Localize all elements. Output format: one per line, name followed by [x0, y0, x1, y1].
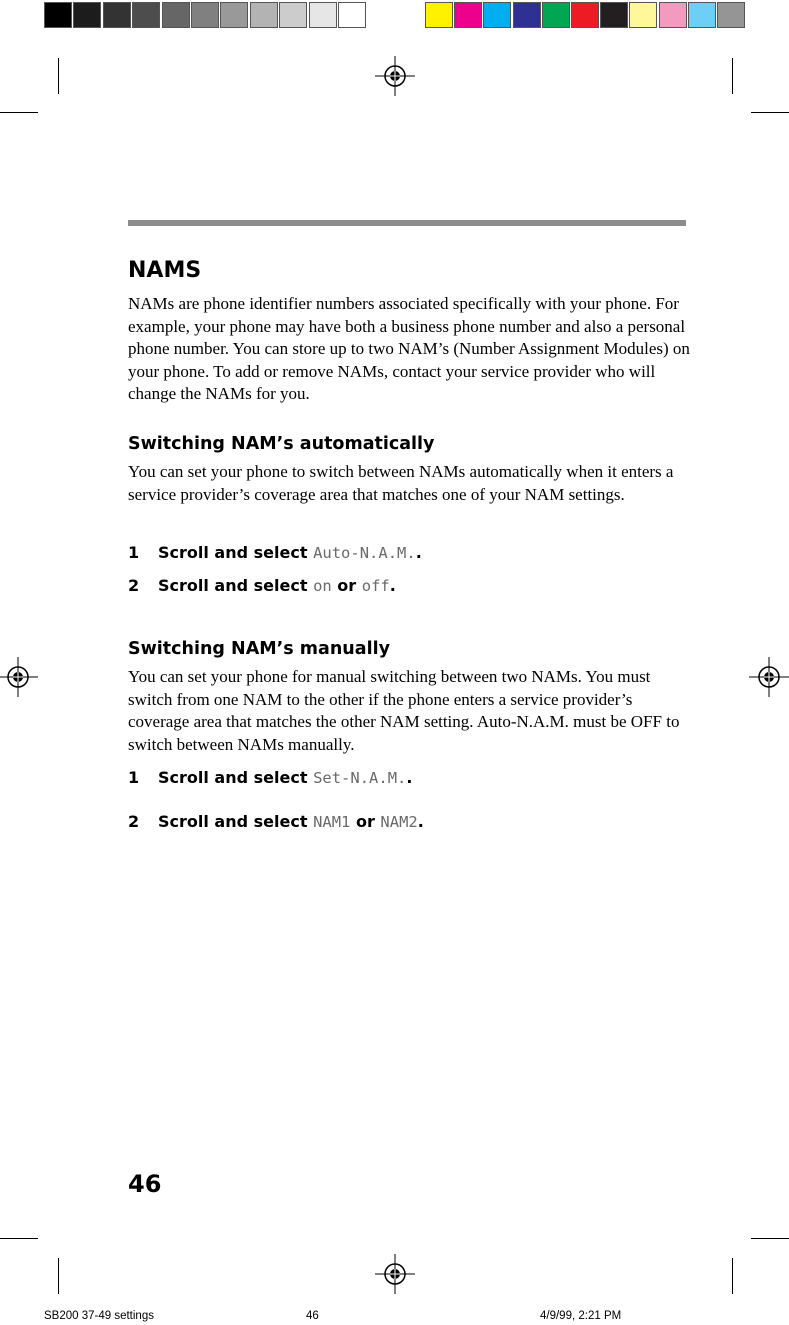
crop-mark: [751, 1238, 789, 1239]
crop-mark: [732, 58, 733, 94]
gray-swatch: [279, 2, 307, 28]
auto-section-title: Switching NAM’s automatically: [128, 434, 435, 454]
gray-swatch: [44, 2, 72, 28]
section-rule: [128, 220, 686, 226]
color-swatch: [629, 2, 657, 28]
color-swatch: [425, 2, 453, 28]
color-swatch: [600, 2, 628, 28]
gray-swatch: [103, 2, 131, 28]
auto-step-2: [128, 576, 396, 595]
gray-swatch: [162, 2, 190, 28]
step-number: 1: [128, 543, 140, 562]
color-swatch: [542, 2, 570, 28]
step-or: or: [331, 576, 362, 595]
registration-mark-icon: [0, 657, 38, 697]
registration-mark-icon: [749, 657, 789, 697]
page-title: NAMS: [128, 258, 202, 283]
gray-swatch: [250, 2, 278, 28]
manual-step-1: [128, 768, 412, 787]
step-end: .: [389, 576, 396, 595]
step-text: Scroll and select: [158, 576, 314, 595]
crop-mark: [0, 1238, 38, 1239]
step-number: 1: [128, 768, 140, 787]
gray-swatch: [309, 2, 337, 28]
step-end: .: [406, 768, 413, 787]
color-swatch: [483, 2, 511, 28]
crop-mark: [751, 112, 789, 113]
manual-step-2: [128, 812, 424, 831]
footer-date: 4/9/99, 2:21 PM: [540, 1310, 622, 1322]
page-number: 46: [128, 1170, 162, 1198]
lcd-option-text: off: [361, 577, 390, 595]
footer-page: 46: [306, 1310, 319, 1322]
intro-paragraph: NAMs are phone identifier numbers associated specifically with your phone. For example, your phone may have both a business phone number and also a personal phone number. You can store up to two NAM’s (Number Assignment Modules) on your phone. To add or remove NAMs, contact your service provider who will change the NAMs for you.: [128, 294, 690, 404]
manual-section-body: You can set your phone for manual switching between two NAMs. You must switch from one NAM to the other if the phone enters a service provider’s coverage area that matches the other NAM setting. Auto-N.A.M. must be OFF to switch between NAMs manually.: [128, 667, 680, 754]
registration-mark-icon: [375, 56, 415, 96]
step-number: 2: [128, 576, 140, 595]
crop-mark: [0, 112, 38, 113]
lcd-menu-text: Auto-N.A.M.: [313, 544, 416, 562]
color-swatch: [513, 2, 541, 28]
gray-swatch: [191, 2, 219, 28]
color-swatch: [454, 2, 482, 28]
color-swatch: [659, 2, 687, 28]
gray-swatch: [132, 2, 160, 28]
color-swatch: [688, 2, 716, 28]
crop-mark: [58, 1258, 59, 1294]
registration-mark-icon: [375, 1254, 415, 1294]
crop-mark: [732, 1258, 733, 1294]
color-swatch: [571, 2, 599, 28]
lcd-option-text: NAM2: [380, 813, 418, 831]
lcd-option-text: on: [313, 577, 332, 595]
color-swatch: [717, 2, 745, 28]
footer-file-name: SB200 37-49 settings: [44, 1310, 154, 1322]
step-text: Scroll and select: [158, 768, 314, 787]
step-end: .: [415, 543, 422, 562]
gray-swatch: [338, 2, 366, 28]
step-number: 2: [128, 812, 140, 831]
lcd-option-text: NAM1: [313, 813, 351, 831]
step-end: .: [417, 812, 424, 831]
crop-mark: [58, 58, 59, 94]
auto-section-body: You can set your phone to switch between NAMs automatically when it enters a service provider’s coverage area that matches one of your NAM settings.: [128, 462, 674, 504]
gray-swatch: [220, 2, 248, 28]
manual-section-title: Switching NAM’s manually: [128, 639, 390, 659]
step-text: Scroll and select: [158, 543, 314, 562]
auto-step-1: [128, 543, 422, 562]
step-or: or: [350, 812, 381, 831]
gray-swatch: [73, 2, 101, 28]
lcd-menu-text: Set-N.A.M.: [313, 769, 407, 787]
step-text: Scroll and select: [158, 812, 314, 831]
